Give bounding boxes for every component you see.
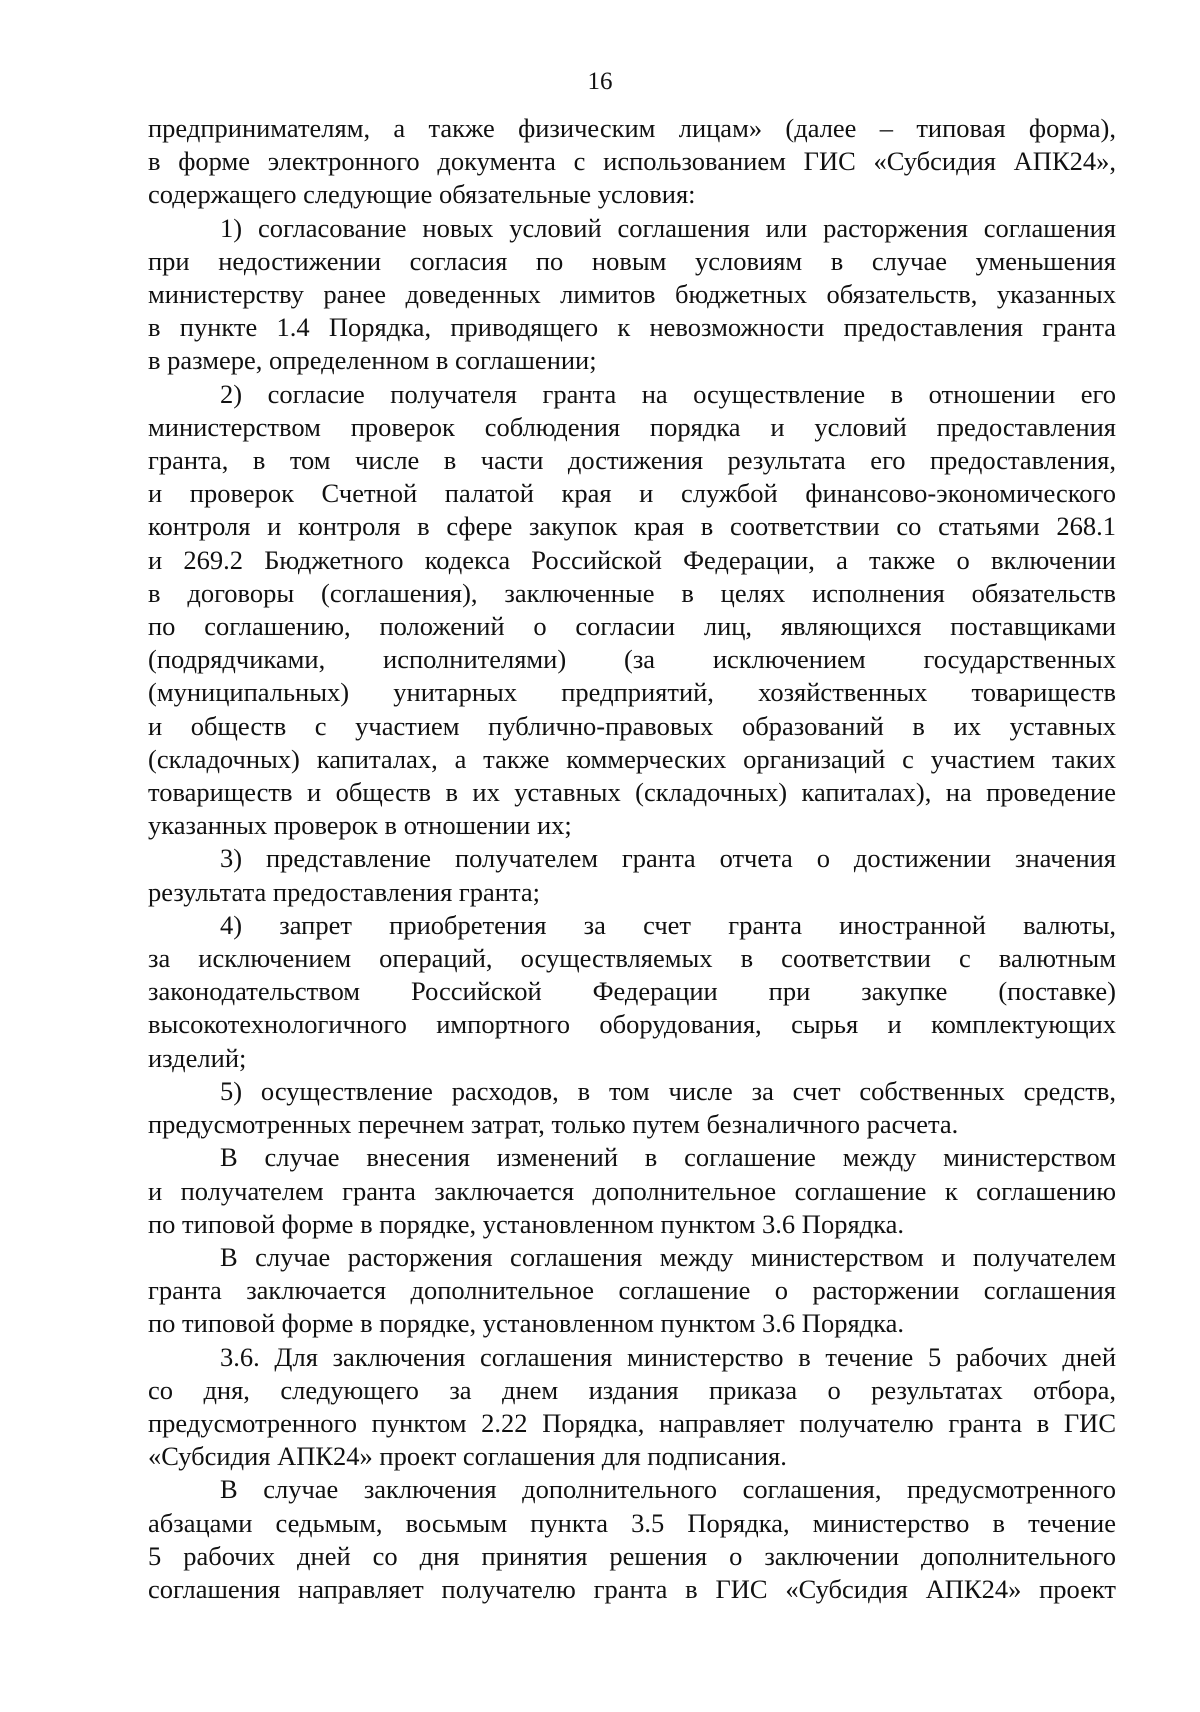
text-line: товариществ и обществ в их уставных (складочных) капиталах), на проведение — [148, 777, 1116, 808]
document-body — [148, 112, 1116, 1606]
text-line: указанных проверок в отношении их; — [148, 810, 572, 841]
paragraph — [148, 1141, 1116, 1241]
paragraph — [148, 842, 1116, 908]
text-line: в форме электронного документа с использованием ГИС «Субсидия АПК24», — [148, 146, 1116, 177]
text-line: 3.6. Для заключения соглашения министерство в течение 5 рабочих дней — [220, 1341, 1116, 1372]
paragraph — [148, 1341, 1116, 1474]
paragraph — [148, 1473, 1116, 1606]
text-line: предусмотренного пунктом 2.22 Порядка, направляет получателю гранта в ГИС — [148, 1407, 1116, 1438]
text-line: и 269.2 Бюджетного кодекса Российской Федерации, а также о включении — [148, 544, 1116, 575]
text-line: в пункте 1.4 Порядка, приводящего к невозможности предоставления гранта — [148, 312, 1116, 343]
text-line: 4) запрет приобретения за счет гранта иностранной валюты, — [220, 909, 1116, 940]
text-line: соглашения направляет получателю гранта в ГИС «Субсидия АПК24» проект — [148, 1573, 1116, 1604]
text-line: и получателем гранта заключается дополнительное соглашение к соглашению — [148, 1175, 1116, 1206]
text-line: в договоры (соглашения), заключенные в целях исполнения обязательств — [148, 577, 1116, 608]
paragraph — [148, 212, 1116, 378]
paragraph — [148, 112, 1116, 212]
text-line: (муниципальных) унитарных предприятий, хозяйственных товариществ — [148, 677, 1116, 708]
text-line: 3) представление получателем гранта отчета о достижении значения — [220, 843, 1116, 874]
text-line: изделий; — [148, 1042, 247, 1073]
text-line: 5) осуществление расходов, в том числе за счет собственных средств, — [220, 1075, 1116, 1106]
text-line: В случае заключения дополнительного соглашения, предусмотренного — [220, 1474, 1116, 1505]
text-line: министерством проверок соблюдения порядка и условий предоставления — [148, 411, 1116, 442]
page-number: 16 — [587, 68, 613, 95]
text-line: гранта заключается дополнительное соглашение о расторжении соглашения — [148, 1275, 1116, 1306]
text-line: за исключением операций, осуществляемых в соответствии с валютным — [148, 943, 1116, 974]
paragraph — [148, 1075, 1116, 1141]
text-line: министерству ранее доведенных лимитов бюджетных обязательств, указанных — [148, 279, 1116, 310]
text-line: В случае расторжения соглашения между министерством и получателем — [220, 1241, 1116, 1272]
text-line: высокотехнологичного импортного оборудования, сырья и комплектующих — [148, 1009, 1116, 1040]
text-line: результата предоставления гранта; — [148, 876, 540, 907]
text-line: 1) согласование новых условий соглашения или расторжения соглашения — [220, 212, 1116, 243]
text-line: предпринимателям, а также физическим лицам» (далее – типовая форма), — [148, 113, 1116, 143]
text-line: законодательством Российской Федерации при закупке (поставке) — [148, 976, 1116, 1007]
text-line: содержащего следующие обязательные условия: — [148, 179, 696, 210]
text-line: (складочных) капиталах, а также коммерческих организаций с участием таких — [148, 743, 1116, 774]
paragraph — [148, 1241, 1116, 1341]
text-line: гранта, в том числе в части достижения результата его предоставления, — [148, 445, 1116, 476]
text-line: по типовой форме в порядке, установленном пунктом 3.6 Порядка. — [148, 1308, 904, 1339]
text-line: «Субсидия АПК24» проект соглашения для подписания. — [148, 1441, 787, 1472]
text-line: и обществ с участием публично-правовых образований в их уставных — [148, 710, 1116, 741]
paragraph — [148, 378, 1116, 843]
text-line: контроля и контроля в сфере закупок края в соответствии со статьями 268.1 — [148, 511, 1116, 542]
text-line: со дня, следующего за днем издания приказа о результатах отбора, — [148, 1374, 1116, 1405]
text-line: (подрядчиками, исполнителями) (за исключением государственных — [148, 644, 1116, 675]
paragraph — [148, 909, 1116, 1075]
text-line: абзацами седьмым, восьмым пункта 3.5 Порядка, министерство в течение — [148, 1507, 1116, 1538]
text-line: в размере, определенном в соглашении; — [148, 345, 597, 376]
text-line: В случае внесения изменений в соглашение между министерством — [220, 1142, 1116, 1173]
text-line: при недостижении согласия по новым условиям в случае уменьшения — [148, 245, 1116, 276]
text-line: предусмотренных перечнем затрат, только путем безналичного расчета. — [148, 1109, 959, 1140]
text-line: по типовой форме в порядке, установленном пунктом 3.6 Порядка. — [148, 1208, 904, 1239]
text-line: 2) согласие получателя гранта на осуществление в отношении его — [220, 378, 1116, 409]
text-line: 5 рабочих дней со дня принятия решения о заключении дополнительного — [148, 1540, 1116, 1571]
text-line: по соглашению, положений о согласии лиц, являющихся поставщиками — [148, 611, 1116, 642]
text-line: и проверок Счетной палатой края и службой финансово-экономического — [148, 478, 1116, 509]
